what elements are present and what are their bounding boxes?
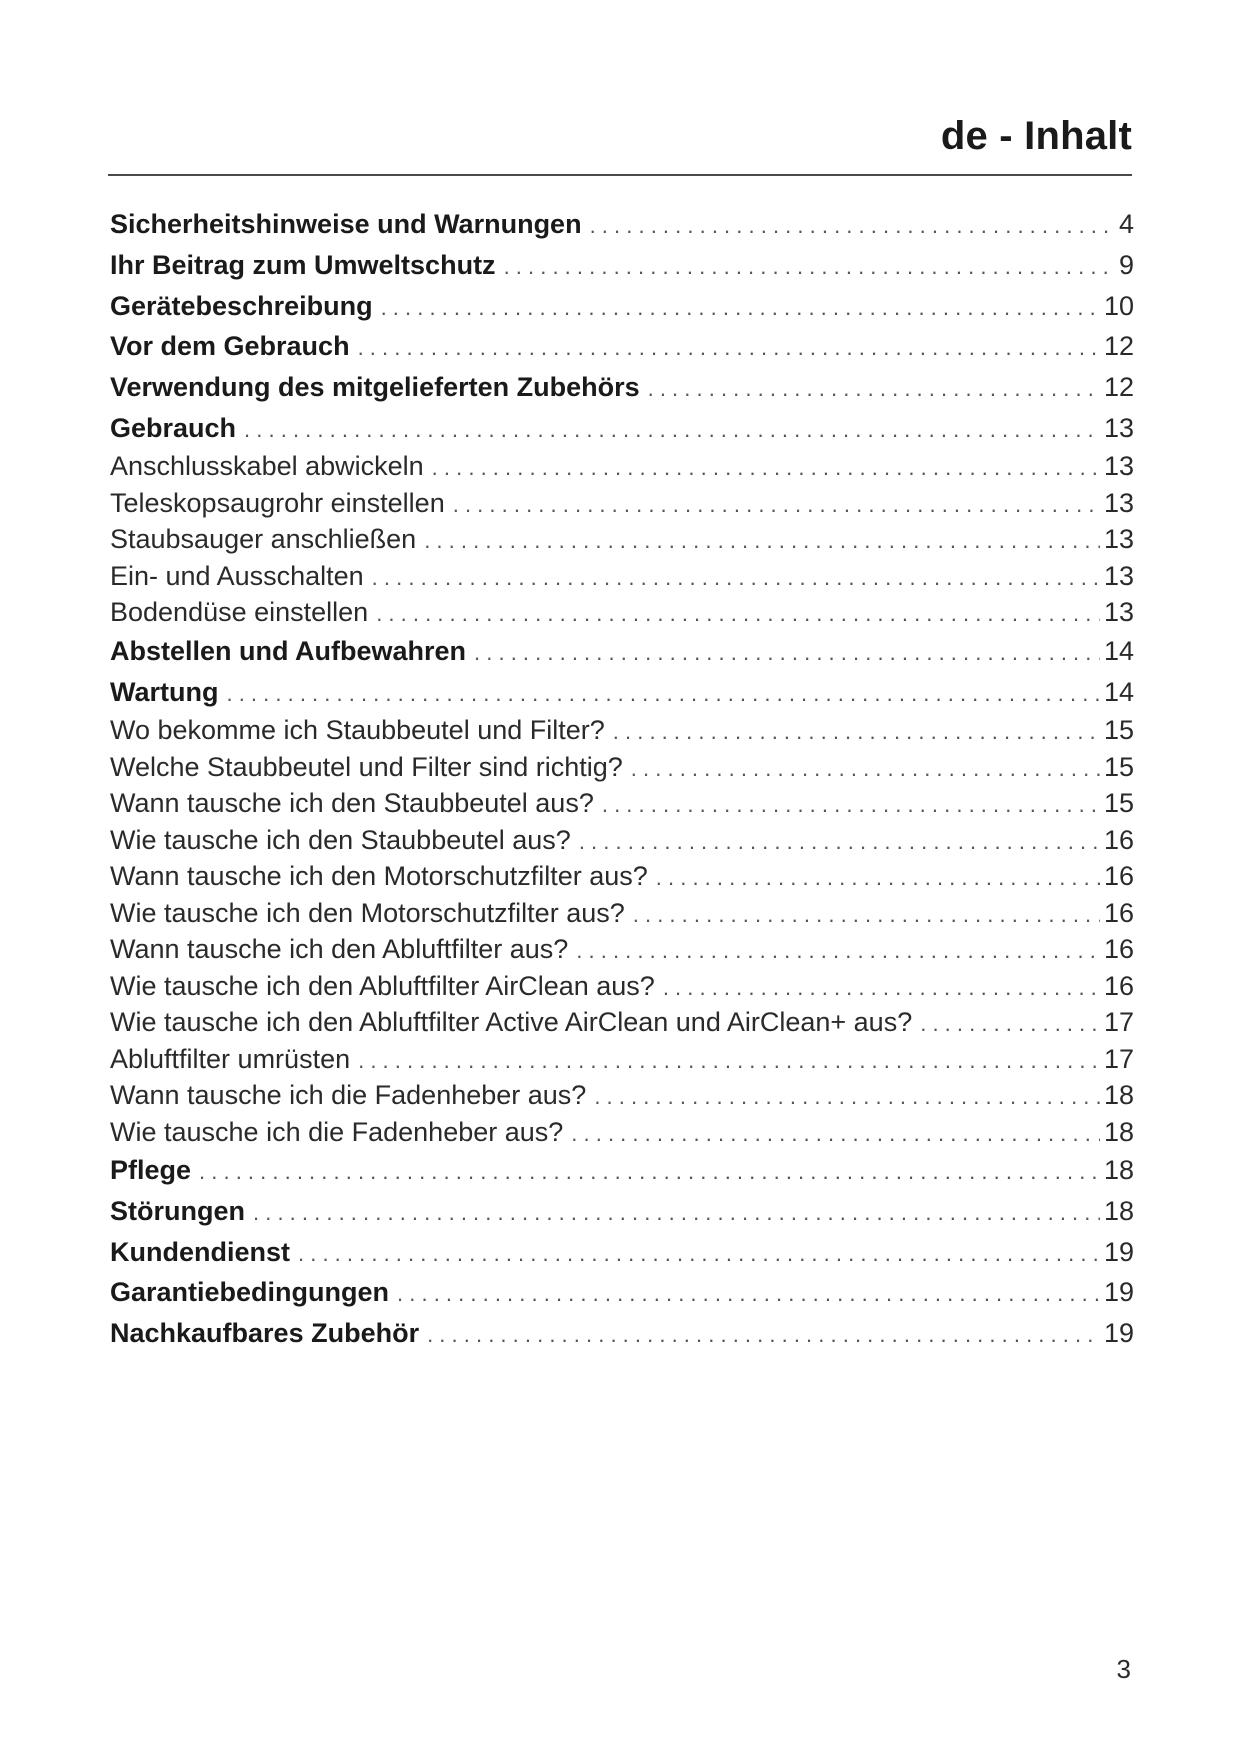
toc-entry[interactable] [110,822,1134,859]
toc-entry-page: 18 [1103,1155,1134,1186]
toc-entry-label: Wann tausche ich den Motorschutzfilter aus? [110,861,648,892]
dot-leader [453,490,1100,520]
toc-entry-label: Garantiebedingungen [110,1277,390,1308]
toc-entry[interactable] [110,285,1134,326]
toc-entry-label: Wann tausche ich die Fadenheber aus? [110,1080,587,1111]
toc-entry[interactable] [110,671,1134,712]
dot-leader [376,599,1100,629]
toc-entry-page: 16 [1103,861,1134,892]
toc-entry-label: Wo bekomme ich Staubbeutel und Filter? [110,715,605,746]
dot-leader [199,1157,1100,1187]
dot-leader [253,1198,1100,1228]
toc-entry-label: Staubsauger anschließen [110,524,417,555]
toc-entry[interactable] [110,245,1134,286]
toc-entry-label: Wie tausche ich den Abluftfilter AirClean aus? [110,970,655,1001]
toc-entry-page: 12 [1103,372,1134,403]
toc-entry-page: 17 [1103,1043,1134,1074]
toc-entry[interactable] [110,558,1134,595]
toc-entry-page: 14 [1103,635,1134,666]
toc-entry[interactable] [110,1041,1134,1078]
toc-entry-label: Ein- und Ausschalten [110,560,364,591]
toc-entry-page: 15 [1103,788,1134,819]
toc-entry-page: 16 [1103,934,1134,965]
toc-entry-label: Gerätebeschreibung [110,290,373,321]
toc-entry[interactable] [110,1191,1134,1232]
toc-entry-label: Störungen [110,1196,245,1227]
toc-entry-label: Abstellen und Aufbewahren [110,635,467,666]
toc-entry-label: Pflege [110,1155,192,1186]
toc-entry[interactable] [110,326,1134,367]
toc-entry-label: Kundendienst [110,1236,290,1267]
toc-entry-page: 10 [1103,290,1134,321]
toc-entry-page: 12 [1103,331,1134,362]
toc-entry[interactable] [110,448,1134,485]
toc-entry-label: Abluftfilter umrüsten [110,1043,351,1074]
toc-entry[interactable] [110,204,1134,245]
dot-leader [920,1009,1100,1039]
dot-leader [474,638,1100,668]
dot-leader [576,936,1100,966]
dot-leader [381,293,1100,323]
dot-leader [656,863,1100,893]
toc-entry-page: 14 [1103,676,1134,707]
toc-entry[interactable] [110,785,1134,822]
dot-leader [594,1082,1100,1112]
toc-entry-page: 16 [1103,824,1134,855]
dot-leader [244,415,1100,445]
dot-leader [432,453,1100,483]
toc-entry-label: Verwendung des mitgelieferten Zubehörs [110,372,640,403]
toc-entry-label: Nachkaufbares Zubehör [110,1318,420,1349]
toc-entry-label: Wann tausche ich den Staubbeutel aus? [110,788,594,819]
toc-entry[interactable] [110,521,1134,558]
dot-leader [226,679,1099,709]
dot-leader [298,1239,1100,1269]
dot-leader [571,1119,1100,1149]
toc-entry[interactable] [110,1313,1134,1354]
toc-entry[interactable] [110,895,1134,932]
toc-entry-page: 4 [1118,209,1134,240]
toc-entry-label: Wie tausche ich den Staubbeutel aus? [110,824,571,855]
dot-leader [397,1279,1100,1309]
toc-entry-page: 18 [1103,1116,1134,1147]
toc-entry-page: 16 [1103,970,1134,1001]
toc-entry-page: 16 [1103,897,1134,928]
dot-leader [613,717,1100,747]
toc-entry-label: Welche Staubbeutel und Filter sind richtig? [110,751,623,782]
toc-entry[interactable] [110,749,1134,786]
toc-entry[interactable] [110,594,1134,631]
dot-leader [424,526,1100,556]
toc-entry-page: 13 [1103,412,1134,443]
toc-entry-label: Ihr Beitrag zum Umweltschutz [110,250,496,281]
toc-entry-label: Wie tausche ich den Motorschutzfilter aus? [110,897,625,928]
toc-entry-label: Teleskopsaugrohr einstellen [110,487,445,518]
toc-entry-page: 15 [1103,751,1134,782]
toc-entry[interactable] [110,1272,1134,1313]
toc-entry[interactable] [110,1150,1134,1191]
toc-entry-page: 13 [1103,451,1134,482]
toc-entry-label: Bodendüse einstellen [110,597,369,628]
toc-entry-page: 18 [1103,1080,1134,1111]
toc-entry-page: 18 [1103,1196,1134,1227]
table-of-contents [110,204,1134,1353]
dot-leader [590,211,1115,241]
dot-leader [504,252,1115,282]
dot-leader [372,563,1100,593]
dot-leader [633,900,1100,930]
toc-entry-page: 13 [1103,560,1134,591]
dot-leader [358,333,1100,363]
page-title: de - Inhalt [940,114,1132,158]
toc-entry-label: Gebrauch [110,412,237,443]
toc-entry[interactable] [110,1114,1134,1151]
toc-entry-page: 13 [1103,524,1134,555]
dot-leader [631,754,1100,784]
toc-entry[interactable] [110,1077,1134,1114]
toc-entry-page: 15 [1103,715,1134,746]
toc-entry-label: Wie tausche ich den Abluftfilter Active AirClean und AirClean+ aus? [110,1007,913,1038]
toc-entry[interactable] [110,968,1134,1005]
dot-leader [648,374,1100,404]
toc-entry[interactable] [110,1004,1134,1041]
dot-leader [358,1046,1100,1076]
toc-entry-page: 17 [1103,1007,1134,1038]
toc-entry[interactable] [110,1231,1134,1272]
toc-entry[interactable] [110,931,1134,968]
page-number: 3 [1116,1654,1131,1684]
toc-entry-label: Wie tausche ich die Fadenheber aus? [110,1116,564,1147]
toc-entry[interactable] [110,858,1134,895]
dot-leader [602,790,1100,820]
toc-entry-page: 13 [1103,487,1134,518]
toc-entry-page: 13 [1103,597,1134,628]
toc-entry-page: 19 [1103,1318,1134,1349]
toc-entry-label: Anschlusskabel abwickeln [110,451,424,482]
toc-entry-page: 19 [1103,1277,1134,1308]
dot-leader [579,827,1100,857]
toc-entry-page: 9 [1118,250,1134,281]
dot-leader [427,1320,1100,1350]
toc-entry[interactable] [110,631,1134,672]
page-header [108,112,1132,176]
toc-entry-label: Wartung [110,676,219,707]
toc-entry-label: Vor dem Gebrauch [110,331,350,362]
dot-leader [663,973,1100,1003]
toc-entry[interactable] [110,367,1134,408]
toc-entry[interactable] [110,407,1134,448]
toc-entry-label: Sicherheitshinweise und Warnungen [110,209,582,240]
toc-entry[interactable] [110,712,1134,749]
toc-entry-label: Wann tausche ich den Abluftfilter aus? [110,934,569,965]
toc-entry-page: 19 [1103,1236,1134,1267]
toc-entry[interactable] [110,485,1134,522]
